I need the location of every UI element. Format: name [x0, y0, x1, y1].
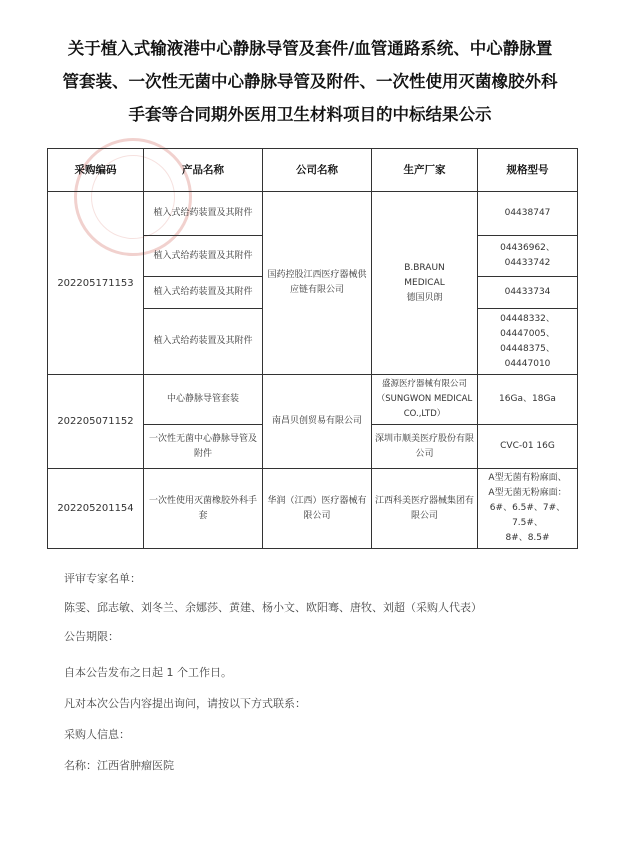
- spec: [478, 375, 578, 425]
- spec-line: CVC-01 16G: [500, 441, 555, 451]
- procurement-code: 202205171153: [48, 192, 144, 375]
- company-name: 国药控股江西医疗器械供应链有限公司: [263, 192, 372, 375]
- header-manufacturer: 生产厂家: [372, 149, 478, 192]
- manufacturer-line: MEDICAL: [404, 277, 445, 288]
- spec-line: 04438747: [504, 208, 551, 218]
- table-header-row: [48, 149, 578, 192]
- product-name: 一次性使用灭菌橡胶外科手套: [144, 469, 263, 549]
- product-name: 植入式给药装置及其附件: [144, 192, 263, 236]
- period-text: 自本公告发布之日起 1 个工作日。: [64, 666, 232, 679]
- product-name: 植入式给药装置及其附件: [144, 277, 263, 309]
- header-code: 采购编码: [48, 149, 144, 192]
- spec: [478, 469, 578, 549]
- experts-label: 评审专家名单：: [64, 572, 141, 585]
- spec: [478, 425, 578, 469]
- manufacturer-line: B.BRAUN: [404, 262, 445, 273]
- company-name: 南昌贝创贸易有限公司: [263, 375, 372, 469]
- spec-line: 8#、8.5#: [505, 533, 550, 543]
- manufacturer: [372, 192, 478, 375]
- buyer-name: 名称：江西省肿瘤医院: [64, 759, 174, 772]
- company-name: 华润（江西）医疗器械有限公司: [263, 469, 372, 549]
- product-name: 一次性无菌中心静脉导管及附件: [144, 425, 263, 469]
- table-row: [48, 192, 578, 236]
- buyer-label: 采购人信息：: [64, 728, 130, 741]
- table-row: [48, 375, 578, 425]
- spec: [478, 192, 578, 236]
- table-row: [48, 469, 578, 549]
- spec-line: 04436962、: [500, 243, 555, 253]
- procurement-code: 202205071152: [48, 375, 144, 469]
- experts-list: 陈雯、邱志敏、刘冬兰、余娜莎、黄建、杨小文、欧阳骞、唐牧、刘超（采购人代表）: [64, 601, 482, 614]
- product-name: 植入式给药装置及其附件: [144, 309, 263, 375]
- manufacturer: 盛源医疗器械有限公司（SUNGWON MEDICAL CO.,LTD）: [372, 375, 478, 425]
- bid-result-table: [47, 148, 578, 549]
- spec-line: A型无菌无粉麻面：: [488, 488, 567, 498]
- period-label: 公告期限：: [64, 630, 119, 643]
- spec-line: 04433734: [504, 287, 551, 297]
- spec: [478, 277, 578, 309]
- spec-line: 6#、6.5#、7#、7.5#、: [489, 503, 566, 528]
- header-product: 产品名称: [144, 149, 263, 192]
- spec-line: 04447010: [504, 358, 551, 369]
- contact-intro: 凡对本次公告内容提出询问，请按以下方式联系：: [64, 697, 306, 710]
- manufacturer: 江西科美医疗器械集团有限公司: [372, 469, 478, 549]
- title-line-2: 管套装、一次性无菌中心静脉导管及附件、一次性使用灭菌橡胶外科: [62, 72, 558, 91]
- header-spec: 规格型号: [478, 149, 578, 192]
- spec-line: 04448332、: [500, 313, 555, 324]
- manufacturer: 深圳市顺美医疗股份有限公司: [372, 425, 478, 469]
- spec: [478, 309, 578, 375]
- title-line-3: 手套等合同期外医用卫生材料项目的中标结果公示: [128, 105, 492, 124]
- spec-line: A型无菌有粉麻面、: [488, 473, 567, 483]
- spec-line: 04447005、: [500, 328, 555, 339]
- product-name: 中心静脉导管套装: [144, 375, 263, 425]
- manufacturer-line: 德国贝朗: [406, 292, 443, 303]
- spec: [478, 236, 578, 277]
- spec-line: 04433742: [504, 258, 551, 268]
- spec-line: 04448375、: [500, 343, 555, 354]
- header-company: 公司名称: [263, 149, 372, 192]
- spec-line: 16Ga、18Ga: [499, 394, 556, 404]
- title-line-1: 关于植入式输液港中心静脉导管及套件/血管通路系统、中心静脉置: [67, 39, 553, 58]
- product-name: 植入式给药装置及其附件: [144, 236, 263, 277]
- document-title: [40, 32, 580, 131]
- procurement-code: 202205201154: [48, 469, 144, 549]
